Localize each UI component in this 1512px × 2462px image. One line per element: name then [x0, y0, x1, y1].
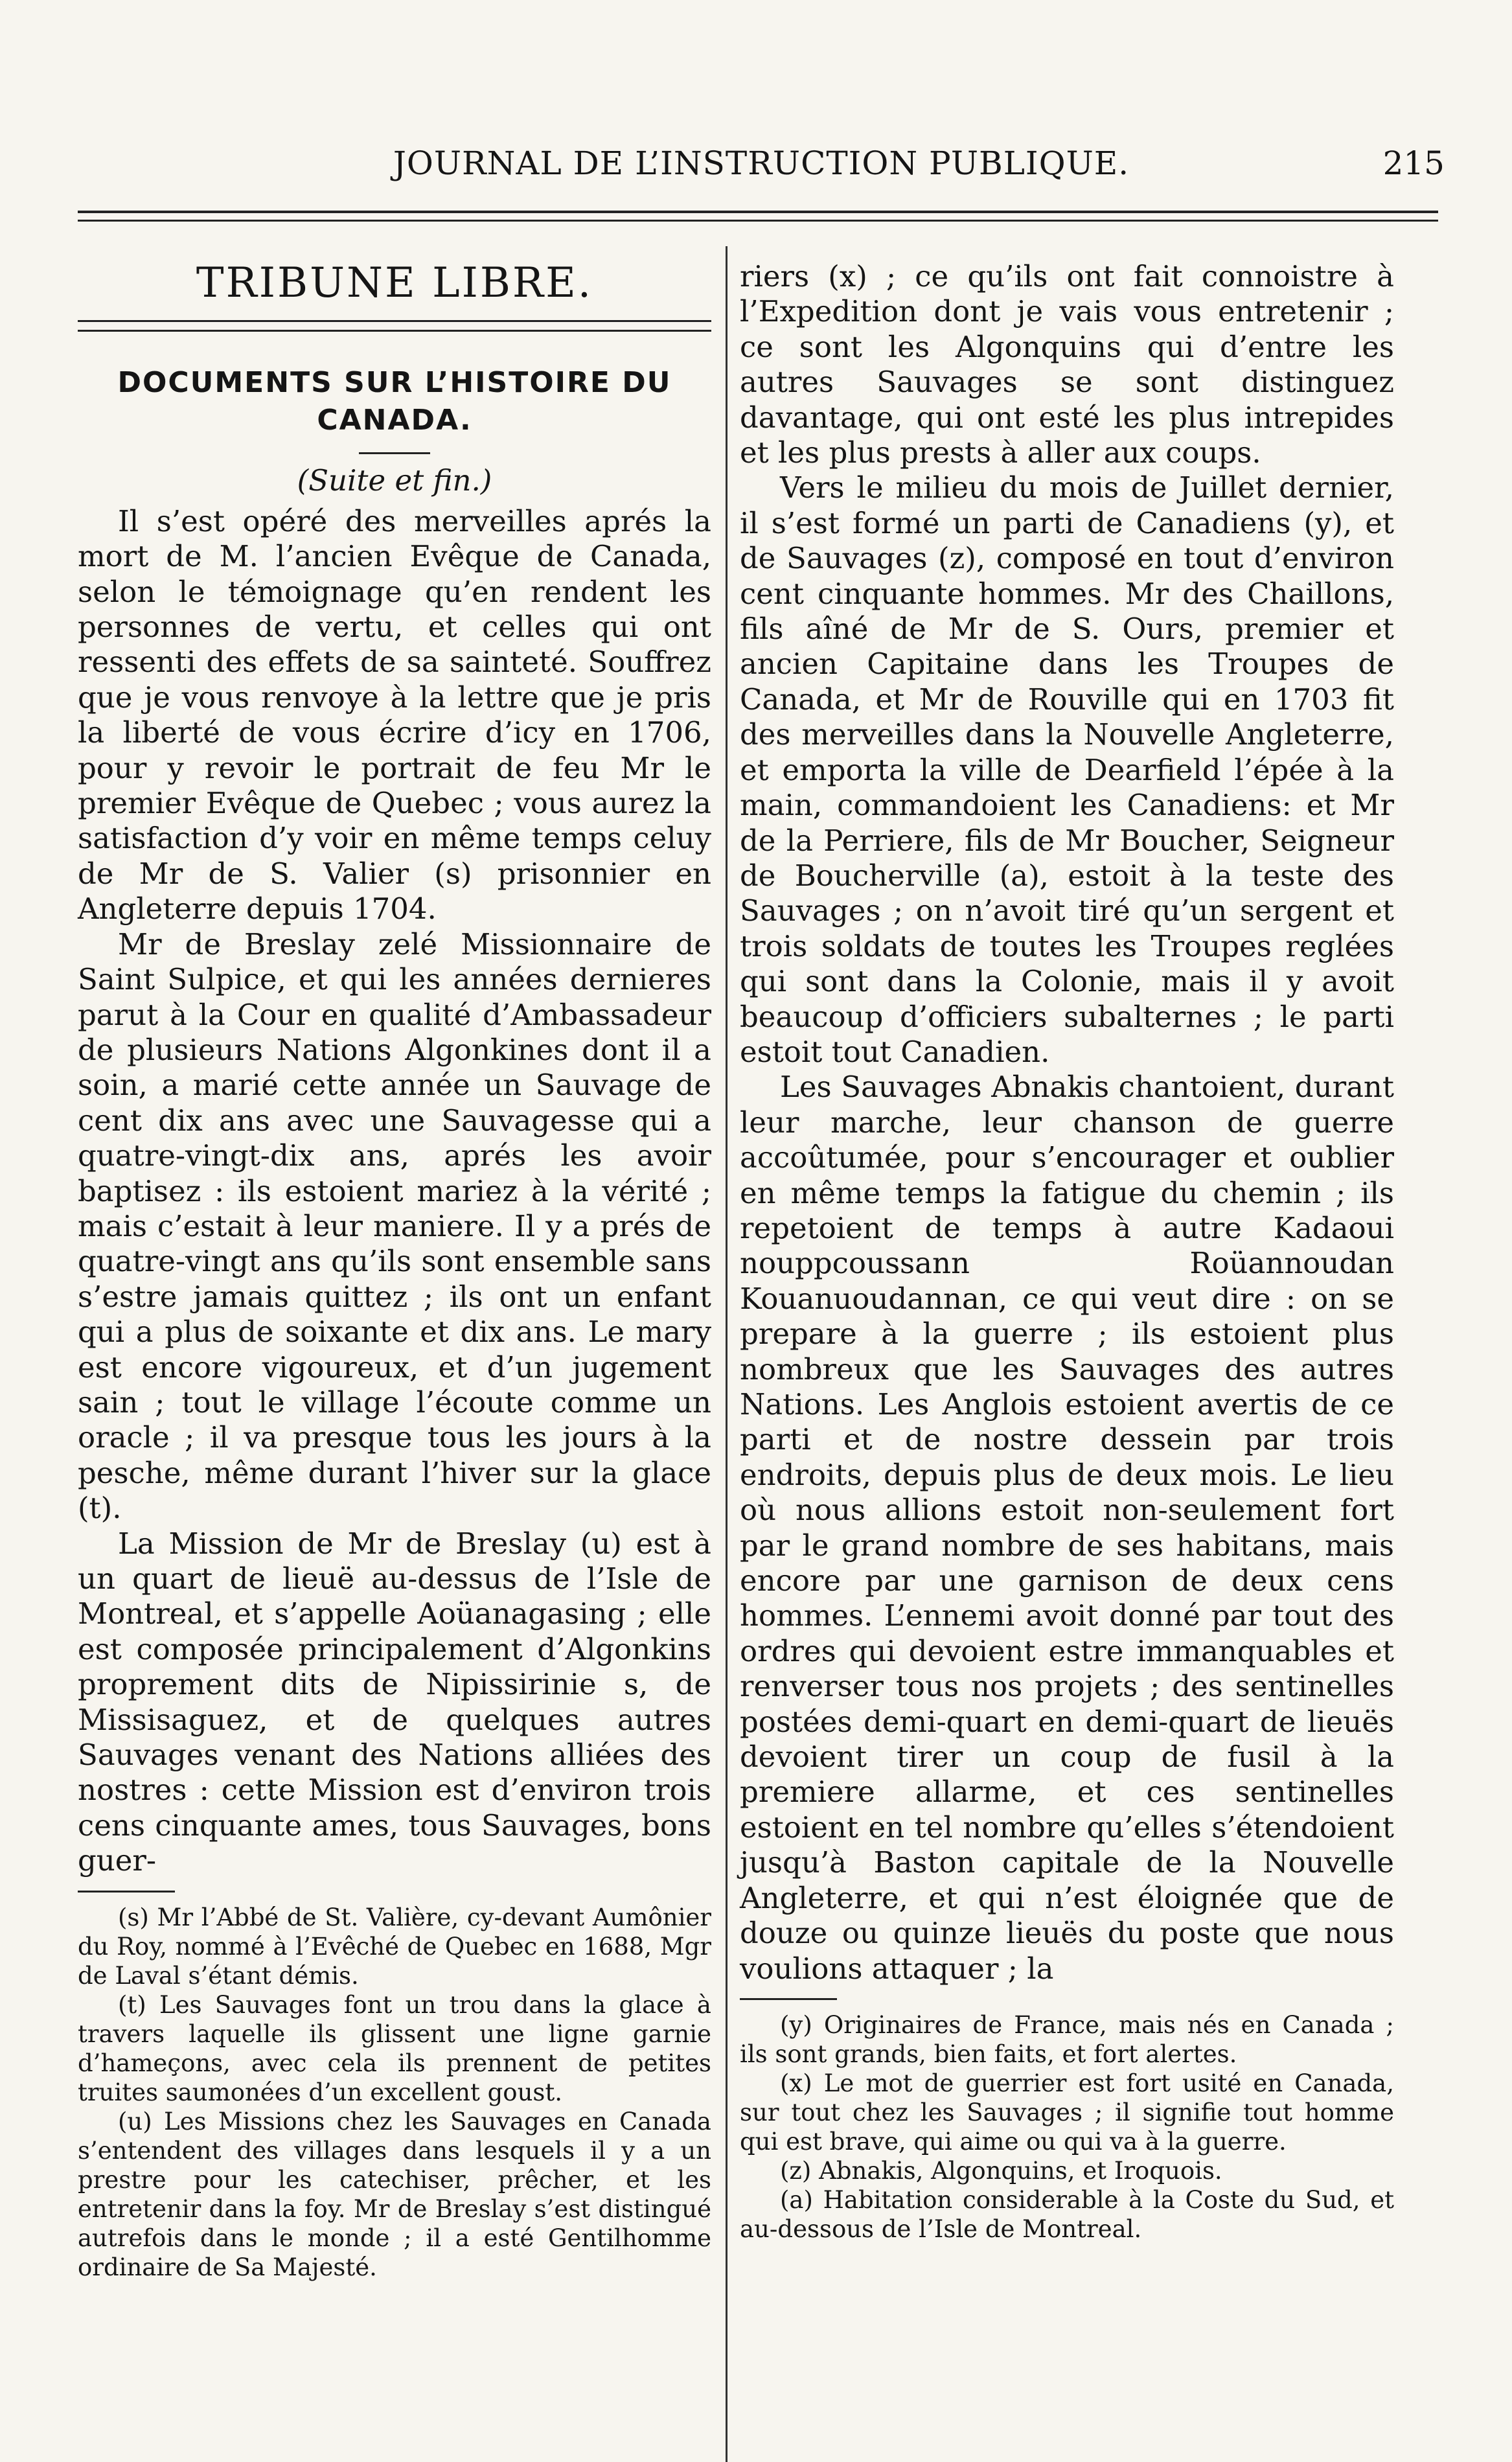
page-header [78, 139, 1445, 191]
title-rule [359, 452, 430, 454]
header-rule-top [78, 211, 1438, 213]
paragraph: La Mission de Mr de Breslay (u) est à un quart de lieuë au-dessus de l’Isle de Montreal, et s’appelle Aoüanagasing ; elle est composée principalement d’Algonkins proprement dits de Nipissirinie s, de Missisaguez, et de quelques autres Sauvages venant des Nations alliées des nostres : cette Mission est d’environ trois cens cinquante ames, tous Sauvages, bons guer- [78, 1526, 711, 1878]
footnote: (t) Les Sauvages font un trou dans la glace à travers laquelle ils glissent une ligne garnie d’hameçons, avec cela ils prennent de petites truites saumonées d’un excellent goust. [78, 1990, 711, 2106]
paragraph: riers (x) ; ce qu’ils ont fait connoistre à l’Expedition dont je vais vous entretenir ; ce sont les Algonquins qui d’entre les autres Sauvages se sont distinguez davantage, qui ont esté les plus intrepides et les plus prests à aller aux coups. [740, 259, 1394, 470]
right-column [740, 259, 1394, 2244]
paragraph: Les Sauvages Abnakis chantoient, durant leur marche, leur chanson de guerre accoûtumée, pour s’encourager et oublier en même temps la fatigue du chemin ; ils repetoient de temps à autre Kadaoui nouppcoussann Roüannoudan Kouanuoudannan, ce qui veut dire : on se prepare à la guerre ; ils estoient plus nombreux que les Sauvages des autres Nations. Les Anglois estoient avertis de ce parti et de nostre dessein par trois endroits, depuis plus de deux mois. Le lieu où nous allions estoit non-seulement fort par le grand nombre de ses habitans, mais encore par une garnison de deux cens hommes. L’ennemi avoit donné par tout des ordres qui devoient estre immanquables et renverser tous nos projets ; des sentinelles postées demi-quart en demi-quart de lieuës devoient tirer un coup de fusil à la premiere allarme, et ces sentinelles estoient en tel nombre qu’elles s’étendoient jusqu’à Baston capitale de la Nouvelle Angleterre, et qui n’est éloignée que de douze ou quinze lieuës du poste que nous voulions attaquer ; la [740, 1070, 1394, 1986]
footnote: (y) Originaires de France, mais nés en Canada ; ils sont grands, bien faits, et fort alertes. [740, 2010, 1394, 2068]
section-rule [78, 320, 711, 332]
article-subtitle: (Suite et fin.) [297, 463, 492, 498]
footnote: (a) Habitation considerable à la Coste du Sud, et au-dessous de l’Isle de Montreal. [740, 2185, 1394, 2243]
page-number: 215 [1382, 144, 1445, 182]
paragraph: Vers le milieu du mois de Juillet dernier, il s’est formé un parti de Canadiens (y), et de Sauvages (z), composé en tout d’environ cent cinquante hommes. Mr des Chaillons, fils aîné de Mr de S. Ours, premier et ancien Capitaine dans les Troupes de Canada, et Mr de Rouville qui en 1703 fit des merveilles dans la Nouvelle Angleterre, et emporta la ville de Dearfield l’épée à la main, commandoient les Canadiens: et Mr de la Perriere, fils de Mr Boucher, Seigneur de Boucherville (a), estoit à la teste des Sauvages ; on n’avoit tiré qu’un sergent et trois soldats de toutes les Troupes reglées qui sont dans la Colonie, mais il y avoit beaucoup d’officiers subalternes ; le parti estoit tout Canadien. [740, 470, 1394, 1069]
article-title: DOCUMENTS SUR L’HISTOIRE DU CANADA. [117, 366, 672, 437]
section-title: TRIBUNE LIBRE. [196, 259, 593, 307]
left-column [78, 259, 711, 2282]
column-divider [726, 246, 727, 2462]
footnote-rule [78, 1891, 175, 1893]
header-rule-bottom [78, 220, 1438, 222]
paragraph: Il s’est opéré des merveilles aprés la mort de M. l’ancien Evêque de Canada, selon le témoignage qu’en rendent les personnes de vertu, et celles qui ont ressenti des effets de sa sainteté. Souffrez que je vous renvoye à la lettre que je pris la liberté de vous écrire d’icy en 1706, pour y revoir le portrait de feu Mr le premier Evêque de Quebec ; vous aurez la satisfaction d’y voir en même temps celuy de Mr de S. Valier (s) prisonnier en Angleterre depuis 1704. [78, 503, 711, 926]
journal-title: JOURNAL DE L’INSTRUCTION PUBLIQUE. [393, 144, 1130, 182]
footnote: (z) Abnakis, Algonquins, et Iroquois. [780, 2156, 1222, 2185]
footnote-rule [740, 1998, 837, 2000]
footnote: (u) Les Missions chez les Sauvages en Canada s’entendent des villages dans lesquels il y a un prestre pour les catechiser, prêcher, et les entretenir dans la foy. Mr de Breslay s’est distingué autrefois dans le monde ; il a esté Gentilhomme ordinaire de Sa Majesté. [78, 2107, 711, 2281]
footnote: (x) Le mot de guerrier est fort usité en Canada, sur tout chez les Sauvages ; il signifie tout homme qui est brave, qui aime ou qui va à la guerre. [740, 2069, 1394, 2156]
paragraph: Mr de Breslay zelé Missionnaire de Saint Sulpice, et qui les années dernieres parut à la Cour en qualité d’Ambassadeur de plusieurs Nations Algonkines dont il a soin, a marié cette année un Sauvage de cent dix ans avec une Sauvagesse qui a quatre-vingt-dix ans, aprés les avoir baptisez : ils estoient mariez à la vérité ; mais c’estait à leur maniere. Il y a prés de quatre-vingt ans qu’ils sont ensemble sans s’estre jamais quittez ; ils ont un enfant qui a plus de soixante et dix ans. Le mary est encore vigoureux, et d’un jugement sain ; tout le village l’écoute comme un oracle ; il va presque tous les jours à la pesche, même durant l’hiver sur la glace (t). [78, 926, 711, 1526]
footnote: (s) Mr l’Abbé de St. Valière, cy-devant Aumônier du Roy, nommé à l’Evêché de Quebec en 1688, Mgr de Laval s’étant démis. [78, 1903, 711, 1990]
